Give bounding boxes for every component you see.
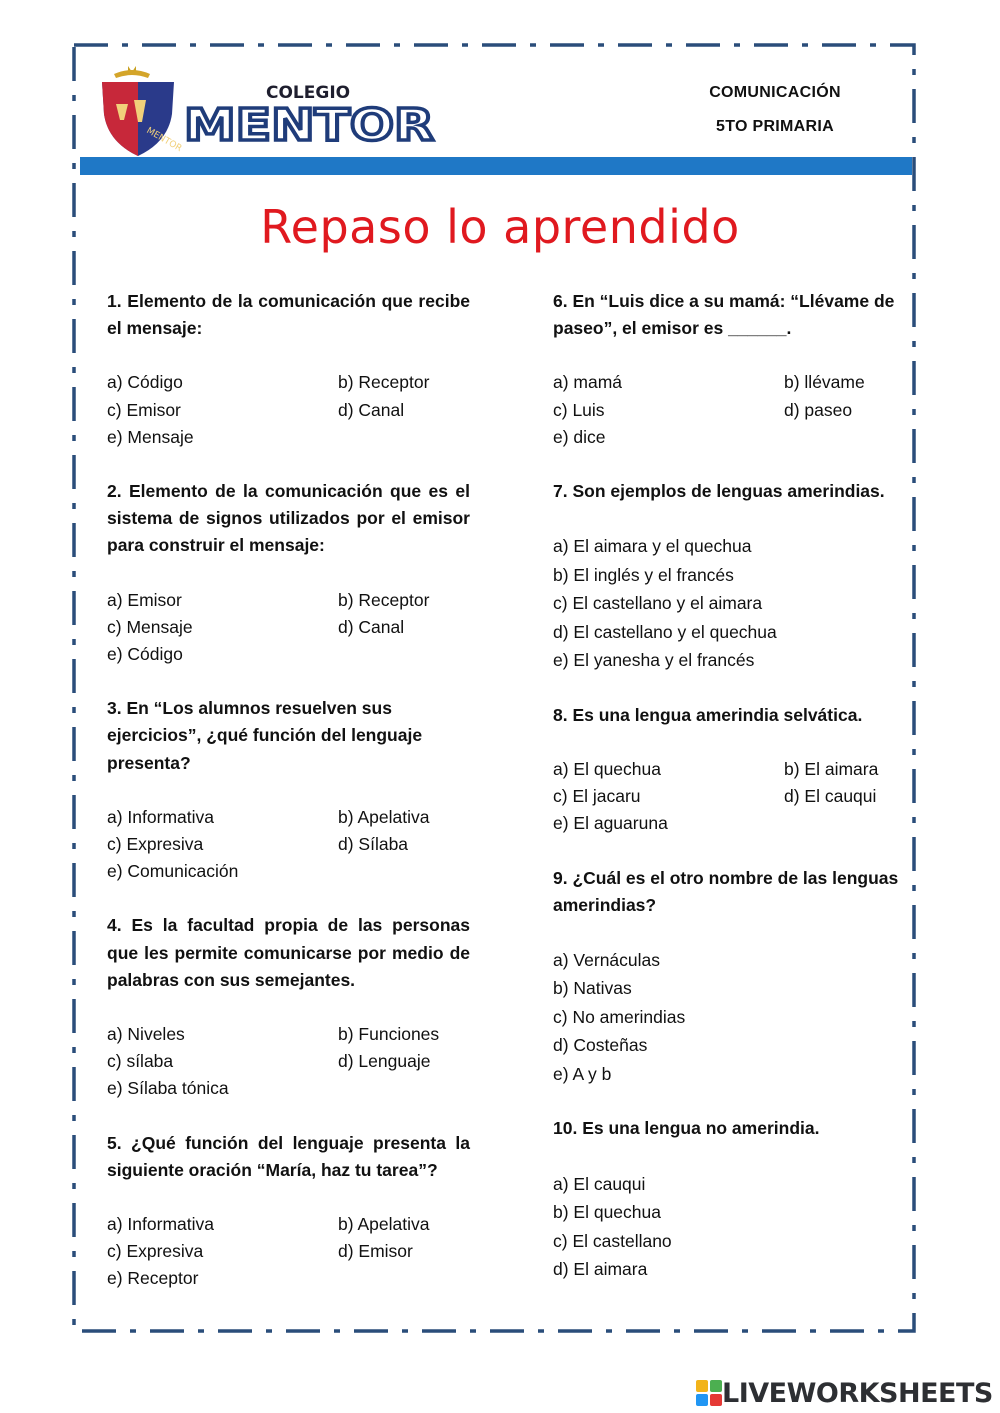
question-8 — [553, 702, 903, 838]
option[interactable]: d) Canal — [338, 399, 405, 420]
question-text: 10. Es una lengua no amerindia. — [553, 1118, 820, 1139]
option[interactable]: a) Niveles — [107, 1024, 185, 1045]
option[interactable]: e) Receptor — [107, 1268, 199, 1289]
option[interactable]: e) A y b — [553, 1063, 612, 1084]
option[interactable]: d) El aimara — [553, 1259, 648, 1280]
option[interactable]: d) El cauqui — [784, 786, 877, 807]
option[interactable]: e) El aguaruna — [553, 813, 668, 834]
option[interactable]: c) Expresiva — [107, 1241, 204, 1262]
school-name: MENTOR — [184, 100, 434, 151]
question-text: 2. Elemento de la comunicación que es el sistema de signos utilizados por el emisor para construir el mensaje: — [107, 481, 470, 556]
question-text: 6. En “Luis dice a su mamá: “Llévame de paseo”, el emisor es ______. — [553, 291, 895, 339]
option[interactable]: b) El inglés y el francés — [553, 564, 734, 585]
option[interactable]: e) dice — [553, 426, 606, 447]
option[interactable]: d) Emisor — [338, 1241, 413, 1262]
option[interactable]: c) Expresiva — [107, 834, 204, 855]
option[interactable]: b) Receptor — [338, 372, 430, 393]
liveworksheets-brand: LIVEWORKSHEETS — [722, 1377, 993, 1409]
option[interactable]: a) Código — [107, 372, 183, 393]
crest-icon — [102, 66, 183, 156]
question-2 — [107, 478, 470, 668]
header-divider-bar — [80, 157, 912, 175]
option[interactable]: e) Código — [107, 644, 183, 665]
option[interactable]: a) El aimara y el quechua — [553, 536, 752, 557]
liveworksheets-logo-icon — [696, 1380, 722, 1406]
question-3 — [107, 695, 470, 885]
option[interactable]: b) Nativas — [553, 978, 632, 999]
question-4 — [107, 912, 470, 1102]
option[interactable]: d) Lenguaje — [338, 1051, 431, 1072]
question-1 — [107, 288, 470, 451]
option[interactable]: a) Emisor — [107, 589, 182, 610]
right-question-column — [553, 288, 903, 1311]
option[interactable]: b) Receptor — [338, 589, 430, 610]
option[interactable]: c) No amerindias — [553, 1006, 686, 1027]
subject-label: COMUNICACIÓN — [709, 84, 841, 101]
school-logo — [98, 60, 438, 160]
question-6 — [553, 288, 903, 451]
question-text: 5. ¿Qué función del lenguaje presenta la siguiente oración “María, haz tu tarea”? — [107, 1132, 470, 1180]
option[interactable]: c) sílaba — [107, 1051, 174, 1072]
option[interactable]: a) Informativa — [107, 1214, 214, 1235]
option[interactable]: c) Emisor — [107, 399, 181, 420]
question-7 — [553, 478, 903, 675]
question-text: 8. Es una lengua amerindia selvática. — [553, 704, 863, 725]
question-text: 3. En “Los alumnos resuelven sus ejercicios”, ¿qué función del lenguaje presenta? — [107, 698, 423, 773]
question-text: 4. Es la facultad propia de las personas que les permite comunicarse por medio de palabras con sus semejantes. — [107, 915, 470, 990]
option[interactable]: d) El castellano y el quechua — [553, 621, 777, 642]
option[interactable]: b) Apelativa — [338, 806, 430, 827]
option[interactable]: d) Costeñas — [553, 1035, 648, 1056]
option[interactable]: a) El cauqui — [553, 1173, 646, 1194]
question-5 — [107, 1130, 470, 1293]
option[interactable]: d) paseo — [784, 399, 853, 420]
option[interactable]: c) El castellano y el aimara — [553, 593, 763, 614]
option[interactable]: a) Informativa — [107, 806, 214, 827]
svg-text:MENTOR: MENTOR — [144, 125, 184, 155]
option[interactable]: b) Funciones — [338, 1024, 440, 1045]
question-10 — [553, 1115, 903, 1283]
option[interactable]: c) Luis — [553, 399, 605, 420]
question-text: 9. ¿Cuál es el otro nombre de las lenguas amerindias? — [553, 867, 899, 915]
option[interactable]: c) Mensaje — [107, 616, 193, 637]
grade-label: 5TO PRIMARIA — [716, 118, 834, 135]
option[interactable]: e) Comunicación — [107, 861, 239, 882]
option[interactable]: e) Mensaje — [107, 426, 194, 447]
page-title: Repaso lo aprendido — [260, 200, 740, 254]
option[interactable]: b) Apelativa — [338, 1214, 430, 1235]
option[interactable]: c) El jacaru — [553, 786, 641, 807]
question-text: 1. Elemento de la comunicación que recibe el mensaje: — [107, 291, 470, 339]
option[interactable]: d) Sílaba — [338, 834, 409, 855]
option[interactable]: b) llévame — [784, 372, 865, 393]
school-prefix: COLEGIO — [266, 83, 351, 103]
option[interactable]: c) El castellano — [553, 1230, 672, 1251]
option[interactable]: a) mamá — [553, 372, 623, 393]
option[interactable]: e) El yanesha y el francés — [553, 650, 755, 671]
option[interactable]: b) El quechua — [553, 1202, 661, 1223]
option[interactable]: b) El aimara — [784, 758, 879, 779]
option[interactable]: a) Vernáculas — [553, 949, 661, 970]
question-9 — [553, 865, 903, 1089]
option[interactable]: e) Sílaba tónica — [107, 1078, 229, 1099]
liveworksheets-watermark — [696, 1376, 993, 1410]
question-text: 7. Son ejemplos de lenguas amerindias. — [553, 481, 885, 502]
option[interactable]: a) El quechua — [553, 758, 661, 779]
left-question-column — [107, 288, 470, 1320]
option[interactable]: d) Canal — [338, 616, 405, 637]
